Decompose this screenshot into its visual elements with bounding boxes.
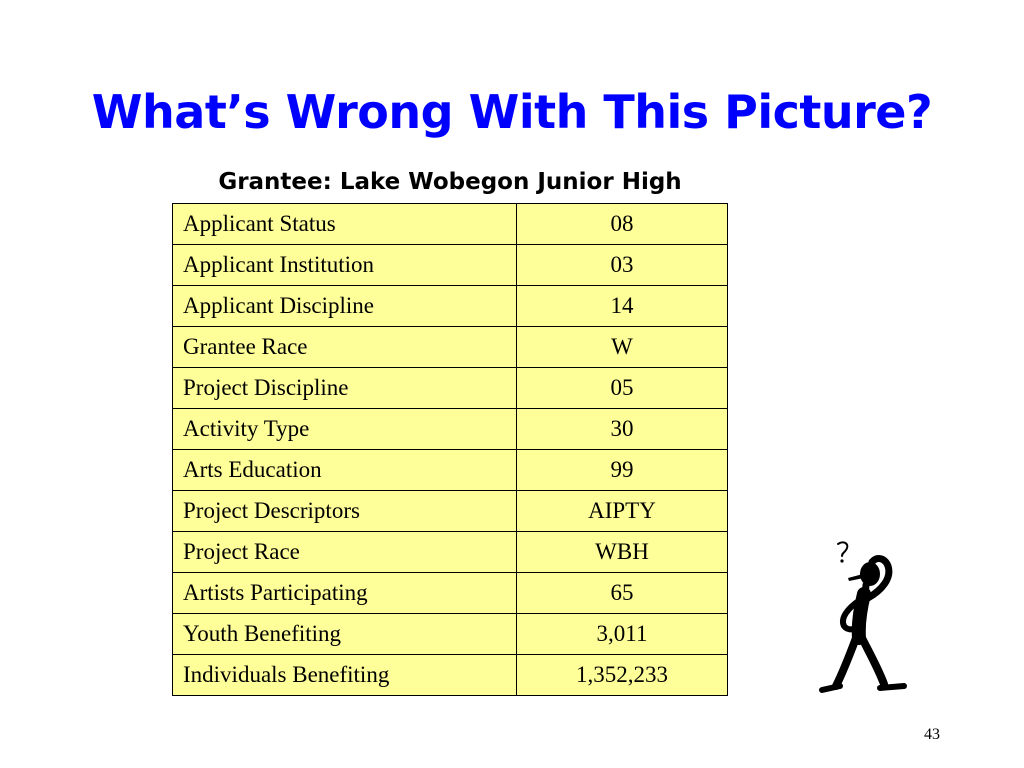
row-label: Applicant Status: [173, 204, 517, 245]
row-label: Artists Participating: [173, 573, 517, 614]
row-value: 3,011: [517, 614, 728, 655]
row-label: Applicant Discipline: [173, 286, 517, 327]
row-value: WBH: [517, 532, 728, 573]
row-value: 99: [517, 450, 728, 491]
table-row: [173, 532, 728, 573]
table-row: [173, 368, 728, 409]
row-value: 30: [517, 409, 728, 450]
row-label: Project Race: [173, 532, 517, 573]
slide-title: What’s Wrong With This Picture?: [91, 85, 933, 139]
row-label: Project Descriptors: [173, 491, 517, 532]
table-row: [173, 409, 728, 450]
grant-data-table: [172, 203, 728, 696]
table-row: [173, 245, 728, 286]
row-value: 14: [517, 286, 728, 327]
confused-stick-figure-icon: [808, 538, 918, 698]
row-label: Grantee Race: [173, 327, 517, 368]
table-row: [173, 327, 728, 368]
table-caption: Grantee: Lake Wobegon Junior High: [218, 169, 682, 195]
row-label: Individuals Benefiting: [173, 655, 517, 696]
row-label: Arts Education: [173, 450, 517, 491]
row-value: 08: [517, 204, 728, 245]
table-row: [173, 204, 728, 245]
row-label: Youth Benefiting: [173, 614, 517, 655]
row-value: 1,352,233: [517, 655, 728, 696]
page-number: 43: [924, 726, 940, 743]
row-value: 03: [517, 245, 728, 286]
table-row: [173, 450, 728, 491]
row-label: Applicant Institution: [173, 245, 517, 286]
table-row: [173, 614, 728, 655]
row-value: 65: [517, 573, 728, 614]
table-row: [173, 491, 728, 532]
row-label: Project Discipline: [173, 368, 517, 409]
row-label: Activity Type: [173, 409, 517, 450]
table-row: [173, 655, 728, 696]
row-value: AIPTY: [517, 491, 728, 532]
table-row: [173, 573, 728, 614]
row-value: W: [517, 327, 728, 368]
table-row: [173, 286, 728, 327]
row-value: 05: [517, 368, 728, 409]
